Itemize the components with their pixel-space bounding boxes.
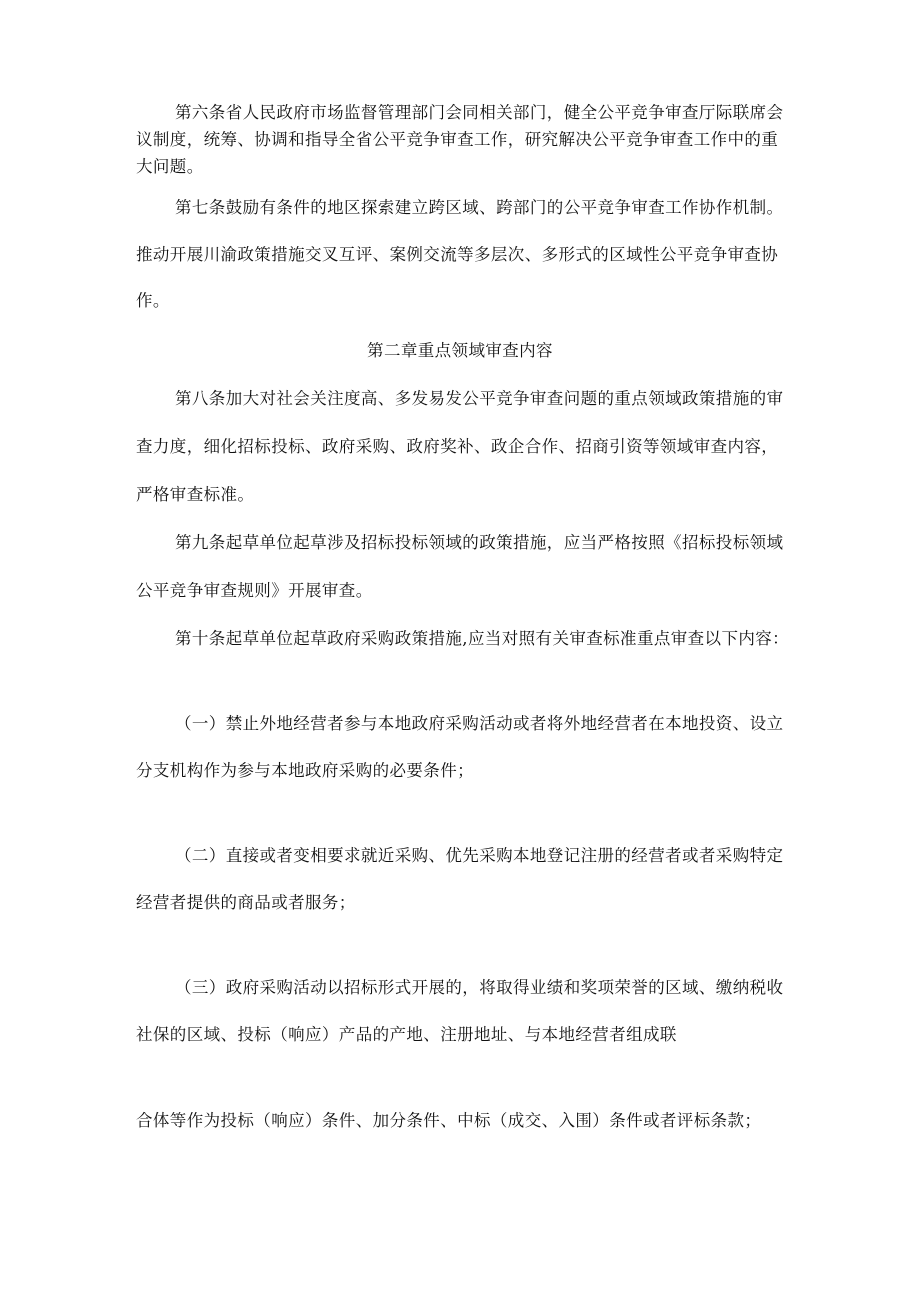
item-3-line-1: （三）政府采购活动以招标形式开展的，将取得业绩和奖项荣誉的区域、缴纳税收 — [175, 978, 784, 997]
article-7-line-1: 第七条鼓励有条件的地区探索建立跨区域、跨部门的公平竞争审查工作协作机制。 — [175, 198, 784, 217]
article-6-line-3: 大问题。 — [136, 157, 204, 176]
article-7-line-3: 作。 — [136, 291, 170, 310]
item-1-line-1: （一）禁止外地经营者参与本地政府采购活动或者将外地经营者在本地投资、设立 — [175, 714, 784, 733]
item-3-line-2: 社保的区域、投标（响应）产品的产地、注册地址、与本地经营者组成联 — [136, 1025, 677, 1044]
article-8-line-2: 查力度，细化招标投标、政府采购、政府奖补、政企合作、招商引资等领域审查内容， — [136, 437, 779, 456]
article-6-line-1: 第六条省人民政府市场监督管理部门会同相关部门，健全公平竞争审查厅际联席会 — [175, 103, 784, 122]
article-6-line-2: 议制度，统筹、协调和指导全省公平竞争审查工作，研究解决公平竞争审查工作中的重 — [136, 130, 779, 149]
item-1-line-2: 分支机构作为参与本地政府采购的必要条件； — [136, 761, 474, 780]
article-8-line-3: 严格审查标准。 — [136, 485, 255, 504]
item-2-line-2: 经营者提供的商品或者服务； — [136, 893, 356, 912]
article-9-line-1: 第九条起草单位起草涉及招标投标领域的政策措施，应当严格按照《招标投标领域 — [175, 533, 784, 552]
article-9-line-2: 公平竞争审查规则》开展审查。 — [136, 581, 373, 600]
chapter-2-title: 第二章重点领域审查内容 — [367, 341, 553, 360]
item-2-line-1: （二）直接或者变相要求就近采购、优先采购本地登记注册的经营者或者采购特定 — [175, 846, 784, 865]
article-7-line-2: 推动开展川渝政策措施交叉互评、案例交流等多层次、多形式的区域性公平竞争审查协 — [136, 245, 779, 264]
item-3-line-3: 合体等作为投标（响应）条件、加分条件、中标（成交、入围）条件或者评标条款； — [136, 1111, 762, 1130]
article-10-line-1: 第十条起草单位起草政府采购政策措施,应当对照有关审查标准重点审查以下内容： — [175, 629, 790, 648]
article-8-line-1: 第八条加大对社会关注度高、多发易发公平竞争审查问题的重点领域政策措施的审 — [175, 389, 784, 408]
